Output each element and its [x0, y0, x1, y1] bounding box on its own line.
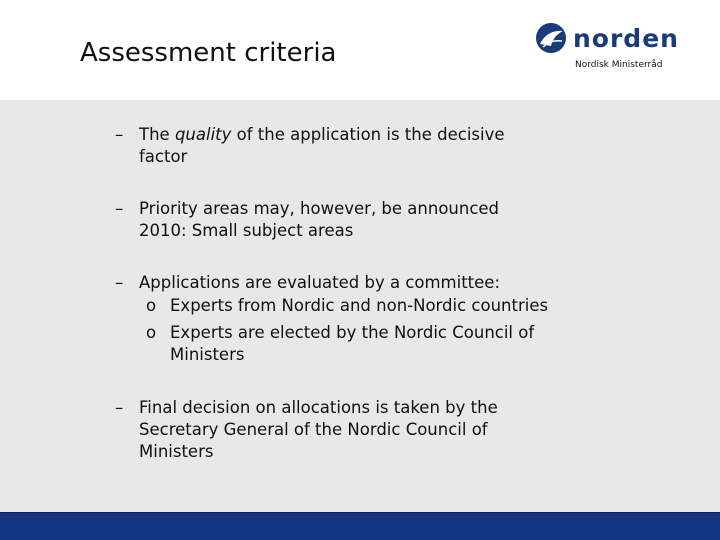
slide-title: Assessment criteria: [80, 38, 337, 68]
slide-header: [0, 0, 720, 100]
bullet-text: [139, 397, 559, 463]
bullet-text: [139, 198, 559, 242]
bullet-dash: –: [115, 398, 124, 417]
bullet-line: factor: [139, 147, 188, 166]
bullet-text: [139, 272, 559, 294]
sub-bullet-marker: o: [146, 323, 157, 342]
bullet-text: [139, 124, 559, 168]
bullet-line: Ministers: [139, 442, 214, 461]
sub-bullet-item: [146, 322, 534, 366]
bullet-item: [115, 397, 559, 463]
sub-bullet-text: [170, 295, 548, 317]
bullet-dash: –: [115, 199, 124, 218]
sub-bullet-line: Experts from Nordic and non-Nordic countries: [170, 296, 549, 315]
sub-bullet-line: Experts are elected by the Nordic Council of: [170, 323, 535, 342]
sub-bullet-marker: o: [146, 296, 157, 315]
bullet-line: The quality of the application is the decisive: [139, 125, 505, 144]
norden-wordmark: norden: [573, 24, 679, 53]
bullet-item: [115, 124, 559, 168]
bullet-line: 2010: Small subject areas: [139, 221, 354, 240]
bullet-line: Final decision on allocations is taken by the: [139, 398, 498, 417]
bullet-item: [115, 272, 559, 294]
sub-bullet-item: [146, 295, 548, 317]
norden-swan-icon: [535, 22, 567, 54]
logo-subtitle: Nordisk Ministerråd: [575, 60, 663, 70]
bullet-line: Applications are evaluated by a committee:: [139, 273, 501, 292]
bullet-line: Secretary General of the Nordic Council of: [139, 420, 488, 439]
norden-logo: [535, 22, 685, 72]
sub-bullet-line: Ministers: [170, 345, 245, 364]
bullet-item: [115, 198, 559, 242]
bullet-dash: –: [115, 273, 124, 292]
footer-bar: [0, 512, 720, 540]
sub-bullet-text: [170, 322, 534, 366]
bullet-line: Priority areas may, however, be announced: [139, 199, 500, 218]
bullet-dash: –: [115, 125, 124, 144]
